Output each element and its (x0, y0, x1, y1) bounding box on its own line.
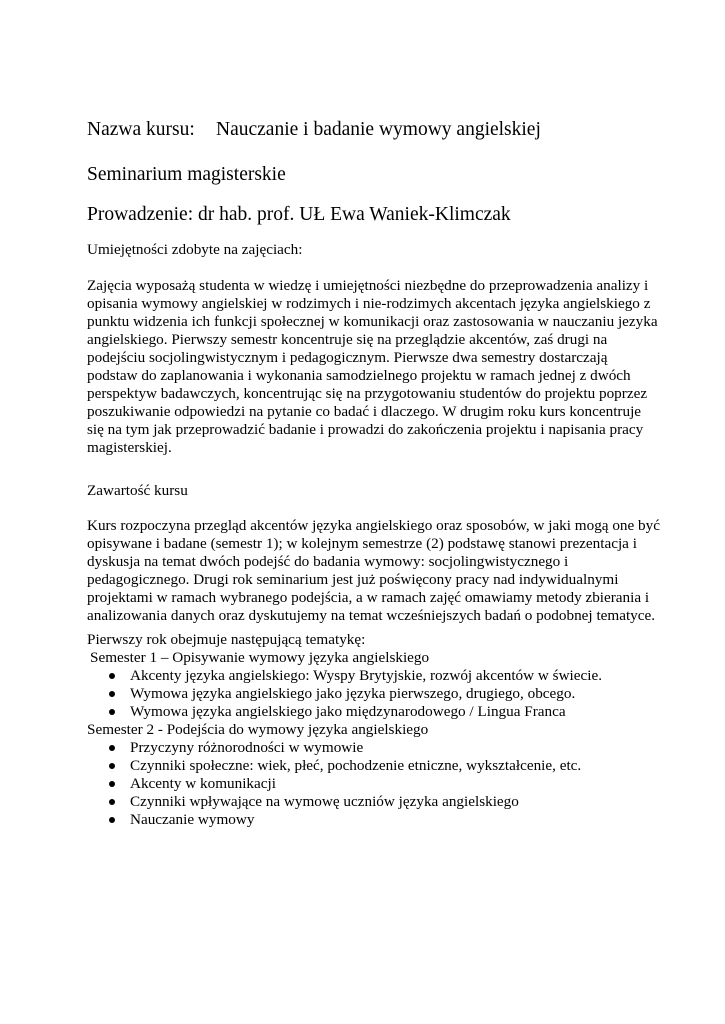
semester2-heading: Semester 2 - Podejścia do wymowy języka angielskiego (87, 721, 429, 738)
bullet-icon (109, 745, 115, 751)
list-item-text: Wymowa języka angielskiego jako języka pierwszego, drugiego, obcego. (130, 685, 576, 702)
list-item-text: Wymowa języka angielskiego jako międzynarodowego / Lingua Franca (130, 703, 566, 720)
bullet-icon (109, 781, 115, 787)
skills-paragraph (87, 277, 658, 457)
list-item (106, 757, 581, 775)
skills-line: poszukiwanie odpowiedzi na pytanie co badać i dlaczego. W drugim roku kurs koncentruje (87, 403, 642, 420)
topics-intro: Pierwszy rok obejmuje następującą tematykę: (87, 631, 366, 648)
course-title-line (87, 119, 541, 141)
bullet-icon (109, 817, 115, 823)
skills-heading: Umiejętności zdobyte na zajęciach: (87, 241, 303, 258)
list-item-text: Czynniki wpływające na wymowę uczniów języka angielskiego (130, 793, 519, 810)
contents-line: opisywane i badane (semestr 1); w kolejnym semestrze (2) podstawę stanowi prezentacja i (87, 535, 637, 552)
skills-line: punktu widzenia ich funkcji społecznej w komunikacji oraz zastosowania w nauczaniu jezyka (87, 313, 658, 330)
skills-line: magisterskiej. (87, 439, 172, 456)
list-item (106, 703, 602, 721)
list-item-text: Akcenty w komunikacji (130, 775, 276, 792)
skills-line: perspektyw badawczych, koncentrując się na przygotowaniu studentów do projektu poprzez (87, 385, 648, 402)
list-item (106, 667, 602, 685)
contents-line: analizowania danych oraz dyskutujemy na temat wcześniejszych badań o podobnej tematyce. (87, 607, 656, 624)
list-item-text: Przyczyny różnorodności w wymowie (130, 739, 364, 756)
course-name-label: Nazwa kursu: (87, 119, 195, 140)
bullet-icon (109, 799, 115, 805)
course-name-value: Nauczanie i badanie wymowy angielskiej (216, 119, 541, 140)
list-item (106, 685, 602, 703)
list-item-text: Akcenty języka angielskiego: Wyspy Brytyjskie, rozwój akcentów w świecie. (130, 667, 603, 684)
skills-line: angielskiego. Pierwszy semestr koncentruje się na przeglądzie akcentów, zaś drugi na (87, 331, 608, 348)
bullet-icon (109, 709, 115, 715)
list-item (106, 775, 581, 793)
skills-line: opisania wymowy angielskiej w rodzimych i nie-rodzimych akcentach języka angielskiego z (87, 295, 651, 312)
skills-line: podejściu socjolingwistycznym i pedagogicznym. Pierwsze dwa semestry dostarczają (87, 349, 608, 366)
list-item (106, 739, 581, 757)
list-item-text: Nauczanie wymowy (130, 811, 255, 828)
contents-heading: Zawartość kursu (87, 482, 188, 499)
skills-line: się na tym jak przeprowadzić badanie i prowadzi do zakończenia projektu i napisania pracy (87, 421, 644, 438)
skills-line: Zajęcia wyposażą studenta w wiedzę i umiejętności niezbędne do przeprowadzenia analizy i (87, 277, 649, 294)
semester2-list (106, 739, 581, 829)
contents-line: dyskusja na temat dwóch podejść do badania wymowy: socjolingwistycznego i (87, 553, 569, 570)
list-item (106, 793, 581, 811)
contents-paragraph (87, 517, 660, 625)
bullet-icon (109, 763, 115, 769)
contents-line: projektami w ramach wybranego podejścia, a w ramach zajęć omawiamy metody zbierania i (87, 589, 650, 606)
bullet-icon (109, 691, 115, 697)
skills-line: podstaw do zaplanowania i wykonania samodzielnego projektu w ramach jednej z dwóch (87, 367, 631, 384)
list-item (106, 811, 581, 829)
semester1-heading: Semester 1 – Opisywanie wymowy języka angielskiego (90, 649, 430, 666)
list-item-text: Czynniki społeczne: wiek, płeć, pochodzenie etniczne, wykształcenie, etc. (130, 757, 582, 774)
semester1-list (106, 667, 602, 721)
contents-line: pedagogicznego. Drugi rok seminarium jest już poświęcony pracy nad indywidualnymi (87, 571, 619, 588)
contents-line: Kurs rozpoczyna przegląd akcentów języka angielskiego oraz sposobów, w jaki mogą one być (87, 517, 660, 534)
bullet-icon (109, 673, 115, 679)
course-lecturer: Prowadzenie: dr hab. prof. UŁ Ewa Waniek-Klimczak (87, 204, 511, 225)
course-subtitle: Seminarium magisterskie (87, 164, 286, 185)
